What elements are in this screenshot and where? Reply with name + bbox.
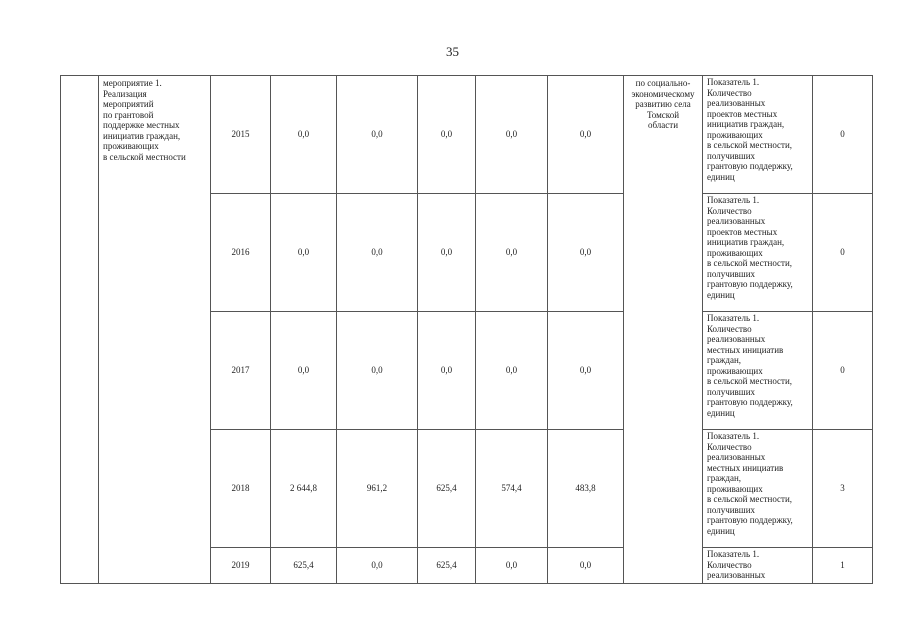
- total-cell: 0,0: [271, 76, 337, 194]
- year-cell: 2017: [211, 312, 271, 430]
- funding-cell: 0,0: [418, 312, 476, 430]
- total-cell: 625,4: [271, 548, 337, 584]
- funding-cell: 625,4: [418, 430, 476, 548]
- indicator-cell: [703, 430, 813, 548]
- table-body: [61, 76, 873, 584]
- indicator-text: Показатель 1. Количество реализованных: [707, 549, 766, 580]
- year-cell: 2018: [211, 430, 271, 548]
- funding-cell: 961,2: [337, 430, 418, 548]
- funding-cell: 0,0: [418, 194, 476, 312]
- year-cell: 2016: [211, 194, 271, 312]
- program-table: [60, 75, 873, 584]
- indicator-text: Показатель 1. Количество реализованных проектов местных инициатив граждан, проживающих в сельской местности, получивших грантовую поддержку, единиц: [707, 77, 793, 182]
- year-cell: 2015: [211, 76, 271, 194]
- funding-cell: 0,0: [337, 76, 418, 194]
- indicator-value-cell: 1: [813, 548, 873, 584]
- indicator-text: Показатель 1. Количество реализованных местных инициатив граждан, проживающих в сельской местности, получивших грантовую поддержку, единиц: [707, 431, 793, 536]
- funding-cell: 0,0: [418, 76, 476, 194]
- indicator-value-cell: 0: [813, 312, 873, 430]
- table-row: [61, 76, 873, 194]
- indicator-value-cell: 0: [813, 76, 873, 194]
- funding-cell: 0,0: [548, 548, 624, 584]
- indicator-cell: [703, 194, 813, 312]
- indicator-value-cell: 0: [813, 194, 873, 312]
- indicator-cell: [703, 312, 813, 430]
- responsible-cell: [624, 76, 703, 584]
- funding-cell: 0,0: [548, 76, 624, 194]
- page-number: 35: [446, 44, 459, 59]
- index-cell: [61, 76, 99, 584]
- indicator-text: Показатель 1. Количество реализованных проектов местных инициатив граждан, проживающих в сельской местности, получивших грантовую поддержку, единиц: [707, 195, 793, 300]
- funding-cell: 0,0: [476, 76, 548, 194]
- indicator-cell: [703, 548, 813, 584]
- event-description: мероприятие 1. Реализация мероприятий по грантовой поддержке местных инициатив граждан, проживающих в сельской местности: [103, 78, 186, 162]
- indicator-text: Показатель 1. Количество реализованных местных инициатив граждан, проживающих в сельской местности, получивших грантовую поддержку, единиц: [707, 313, 793, 418]
- funding-cell: 483,8: [548, 430, 624, 548]
- indicator-cell: [703, 76, 813, 194]
- funding-cell: 0,0: [476, 194, 548, 312]
- total-cell: 2 644,8: [271, 430, 337, 548]
- funding-cell: 0,0: [337, 194, 418, 312]
- total-cell: 0,0: [271, 312, 337, 430]
- funding-cell: 0,0: [476, 312, 548, 430]
- event-description-cell: [99, 76, 211, 584]
- funding-cell: 0,0: [476, 548, 548, 584]
- funding-cell: 0,0: [337, 312, 418, 430]
- responsible-text: по социально- экономическому развитию села Томской области: [631, 78, 695, 130]
- funding-cell: 0,0: [337, 548, 418, 584]
- year-cell: 2019: [211, 548, 271, 584]
- funding-cell: 0,0: [548, 194, 624, 312]
- total-cell: 0,0: [271, 194, 337, 312]
- funding-cell: 0,0: [548, 312, 624, 430]
- indicator-value-cell: 3: [813, 430, 873, 548]
- funding-cell: 625,4: [418, 548, 476, 584]
- funding-cell: 574,4: [476, 430, 548, 548]
